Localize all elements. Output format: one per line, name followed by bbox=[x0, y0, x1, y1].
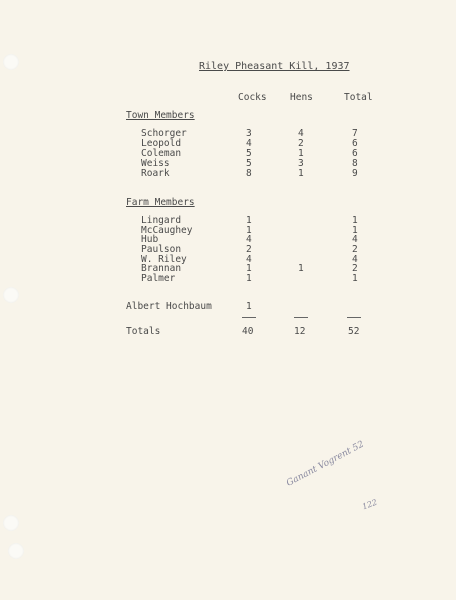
row-cocks: 1 bbox=[246, 225, 252, 236]
row-cocks: 4 bbox=[246, 234, 252, 245]
header-hens: Hens bbox=[290, 92, 313, 103]
row-total: 1 bbox=[352, 225, 358, 236]
row-name: Paulson bbox=[141, 244, 182, 255]
handwritten-number: 122 bbox=[360, 497, 379, 512]
sum-rule bbox=[347, 317, 361, 318]
extra-member-name: Albert Hochbaum bbox=[126, 301, 212, 312]
row-name: Weiss bbox=[141, 158, 170, 169]
row-total: 4 bbox=[352, 234, 358, 245]
document-title: Riley Pheasant Kill, 1937 bbox=[199, 61, 350, 72]
row-name: Coleman bbox=[141, 148, 182, 159]
row-name: Schorger bbox=[141, 128, 187, 139]
row-name: Lingard bbox=[141, 215, 182, 226]
sum-rule bbox=[242, 317, 256, 318]
punch-hole bbox=[3, 515, 19, 531]
row-total: 8 bbox=[352, 158, 358, 169]
row-hens: 3 bbox=[298, 158, 304, 169]
punch-hole bbox=[3, 287, 19, 303]
section-town-members: Town Members bbox=[126, 110, 195, 121]
totals-hens: 12 bbox=[294, 326, 306, 337]
handwritten-annotation: Ganant Vogrent 52 bbox=[285, 439, 366, 489]
row-hens: 1 bbox=[298, 263, 304, 274]
row-total: 2 bbox=[352, 244, 358, 255]
row-hens: 1 bbox=[298, 168, 304, 179]
row-name: Brannan bbox=[141, 263, 182, 274]
row-cocks: 8 bbox=[246, 168, 252, 179]
row-cocks: 5 bbox=[246, 158, 252, 169]
row-total: 9 bbox=[352, 168, 358, 179]
header-cocks: Cocks bbox=[238, 92, 267, 103]
totals-total: 52 bbox=[348, 326, 360, 337]
row-total: 4 bbox=[352, 254, 358, 265]
sum-rule bbox=[294, 317, 308, 318]
row-hens: 2 bbox=[298, 138, 304, 149]
row-hens: 4 bbox=[298, 128, 304, 139]
row-name: Leopold bbox=[141, 138, 182, 149]
row-total: 6 bbox=[352, 148, 358, 159]
row-total: 6 bbox=[352, 138, 358, 149]
row-cocks: 5 bbox=[246, 148, 252, 159]
row-cocks: 3 bbox=[246, 128, 252, 139]
totals-cocks: 40 bbox=[242, 326, 254, 337]
row-cocks: 1 bbox=[246, 215, 252, 226]
section-farm-members: Farm Members bbox=[126, 197, 195, 208]
row-name: Roark bbox=[141, 168, 170, 179]
row-cocks: 2 bbox=[246, 244, 252, 255]
row-total: 1 bbox=[352, 215, 358, 226]
totals-label: Totals bbox=[126, 326, 161, 337]
row-name: Palmer bbox=[141, 273, 176, 284]
row-total: 2 bbox=[352, 263, 358, 274]
row-hens: 1 bbox=[298, 148, 304, 159]
punch-hole bbox=[3, 54, 19, 70]
row-total: 7 bbox=[352, 128, 358, 139]
row-name: W. Riley bbox=[141, 254, 187, 265]
header-total: Total bbox=[344, 92, 373, 103]
row-total: 1 bbox=[352, 273, 358, 284]
row-cocks: 4 bbox=[246, 138, 252, 149]
row-cocks: 1 bbox=[246, 273, 252, 284]
row-cocks: 4 bbox=[246, 254, 252, 265]
row-cocks: 1 bbox=[246, 263, 252, 274]
extra-member-cocks: 1 bbox=[246, 301, 252, 312]
row-name: McCaughey bbox=[141, 225, 193, 236]
row-name: Hub bbox=[141, 234, 159, 245]
punch-hole bbox=[8, 543, 24, 559]
